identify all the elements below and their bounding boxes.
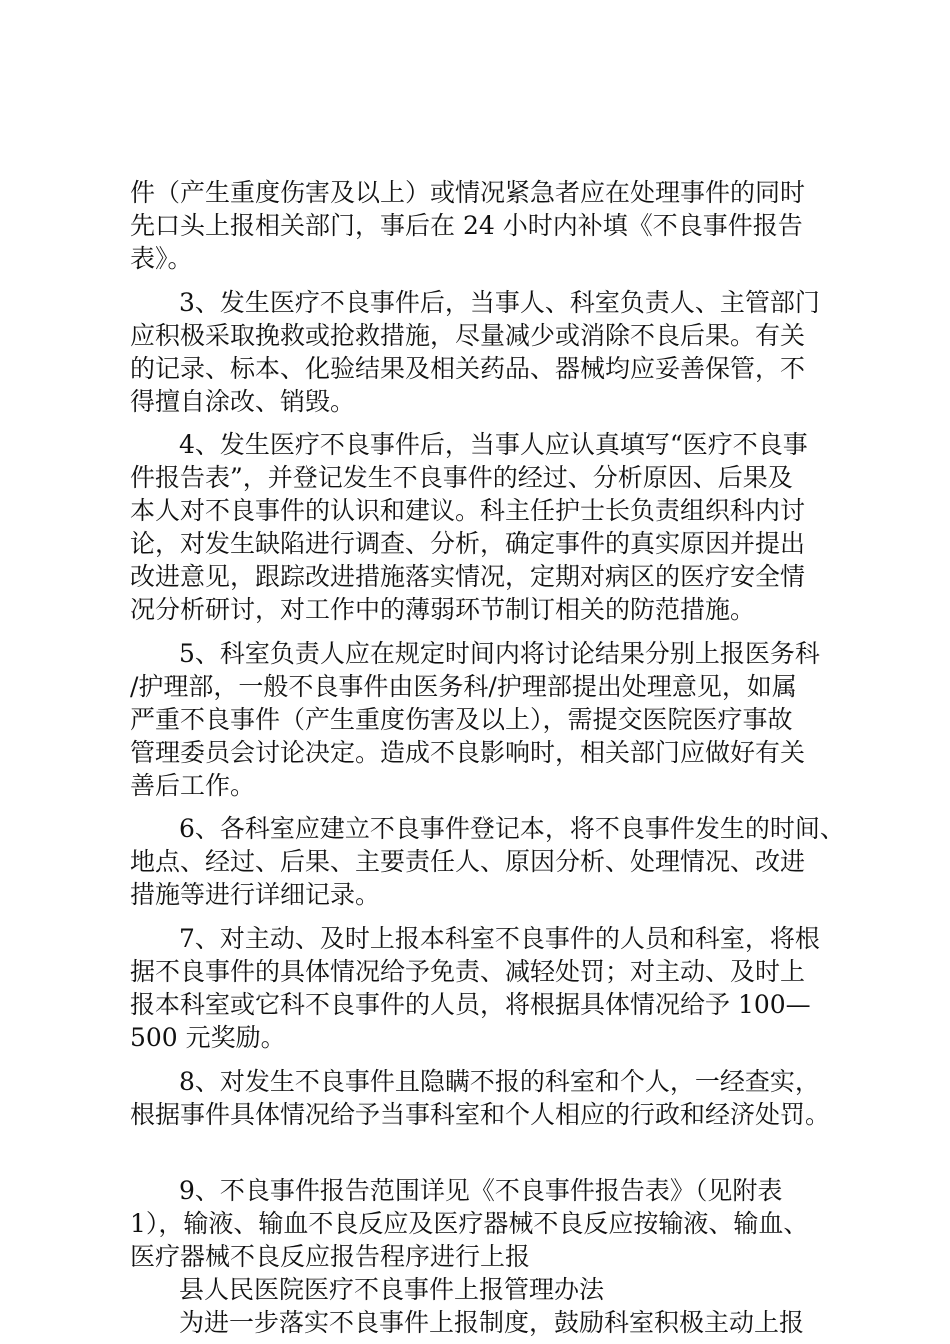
text-line: 9、不良事件报告范围详见《不良事件报告表》（见附表 <box>179 1175 783 1205</box>
text-line: 件（产生重度伤害及以上）或情况紧急者应在处理事件的同时 <box>130 178 806 207</box>
text-line: 严重不良事件（产生重度伤害及以上），需提交医院医疗事故 <box>130 704 793 734</box>
text-line: 管理委员会讨论决定。造成不良影响时，相关部门应做好有关 <box>130 737 806 767</box>
text-line: 论，对发生缺陷进行调查、分析，确定事件的真实原因并提出 <box>130 528 806 558</box>
text-line: 7、对主动、及时上报本科室不良事件的人员和科室，将根 <box>179 924 820 954</box>
text-line: 先口头上报相关部门，事后在 24 小时内补填《不良事件报告 <box>130 211 803 241</box>
section-title: 县人民医院医疗不良事件上报管理办法 <box>179 1274 605 1304</box>
text-line: 4、发生医疗不良事件后，当事人应认真填写“医疗不良事 <box>179 429 808 459</box>
text-line: 地点、经过、后果、主要责任人、原因分析、处理情况、改进 <box>130 847 806 877</box>
text-line: 措施等进行详细记录。 <box>130 880 381 910</box>
text-line: 善后工作。 <box>130 770 256 800</box>
text-line: 的记录、标本、化验结果及相关药品、器械均应妥善保管，不 <box>130 353 806 383</box>
text-line: 为进一步落实不良事件上报制度，鼓励科室积极主动上报 <box>179 1308 805 1337</box>
text-line: 改进意见，跟踪改进措施落实情况，定期对病区的医疗安全情 <box>130 561 806 591</box>
text-line: 件报告表”，并登记发生不良事件的经过、分析原因、后果及 <box>130 462 793 492</box>
text-line: 500 元奖励。 <box>130 1023 286 1053</box>
text-line: 得擅自涂改、销毁。 <box>130 386 356 416</box>
text-line: 本人对不良事件的认识和建议。科主任护士长负责组织科内讨 <box>130 495 806 525</box>
text-line: 据不良事件的具体情况给予免责、减轻处罚；对主动、及时上 <box>130 957 806 987</box>
text-line: 6、各科室应建立不良事件登记本，将不良事件发生的时间、 <box>179 814 845 844</box>
text-line: 5、科室负责人应在规定时间内将讨论结果分别上报医务科 <box>179 638 820 668</box>
text-line: 医疗器械不良反应报告程序进行上报 <box>130 1241 531 1271</box>
text-line: 况分析研讨，对工作中的薄弱环节制订相关的防范措施。 <box>130 594 756 624</box>
text-line: 应积极采取挽救或抢救措施，尽量减少或消除不良后果。有关 <box>130 320 806 350</box>
text-line: /护理部，一般不良事件由医务科/护理部提出处理意见，如属 <box>130 671 797 701</box>
text-line: 报本科室或它科不良事件的人员，将根据具体情况给予 100— <box>130 990 811 1020</box>
text-line: 根据事件具体情况给予当事科室和个人相应的行政和经济处罚。 <box>130 1100 831 1130</box>
text-line: 1），输液、输血不良反应及医疗器械不良反应按输液、输血、 <box>130 1208 809 1238</box>
text-line: 表》。 <box>130 244 193 274</box>
text-line: 8、对发生不良事件且隐瞒不报的科室和个人，一经查实， <box>179 1067 820 1097</box>
text-line: 3、发生医疗不良事件后，当事人、科室负责人、主管部门 <box>179 287 820 317</box>
